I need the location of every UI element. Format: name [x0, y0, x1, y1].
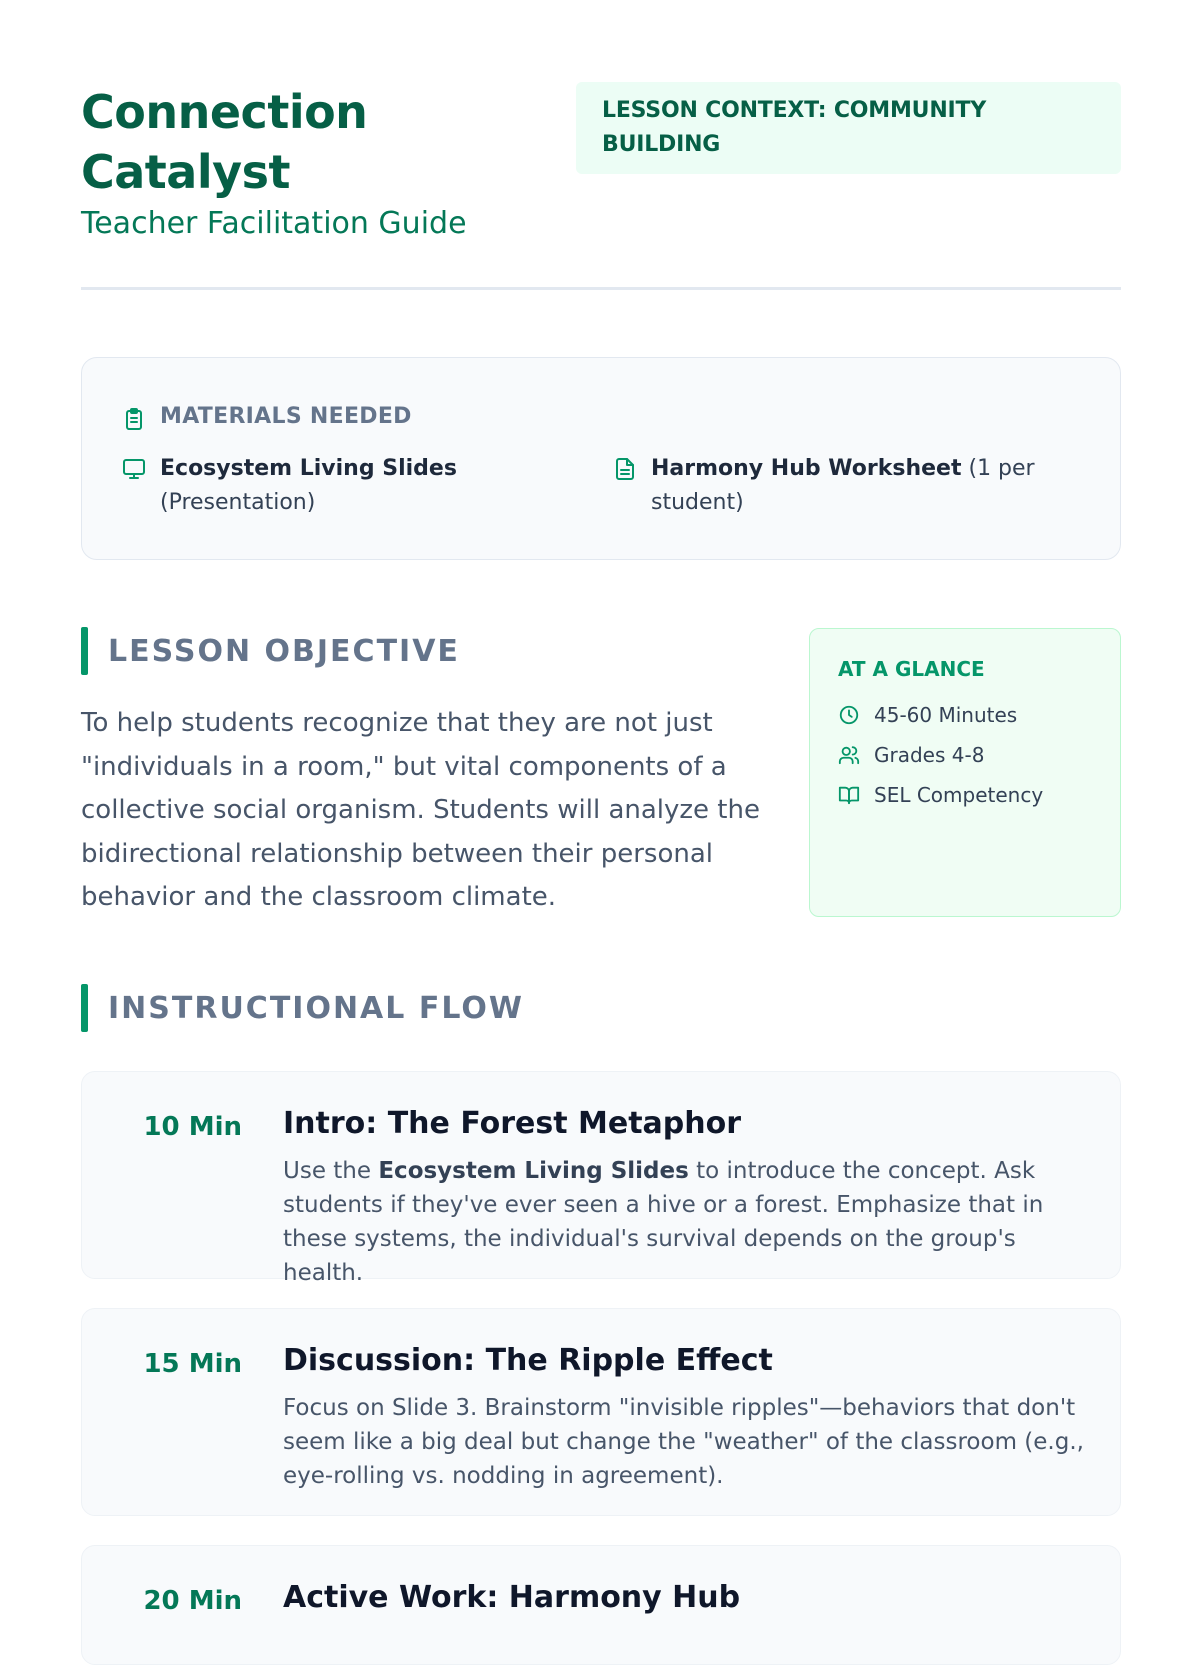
objective-section-heading: [81, 627, 460, 675]
header-divider: [81, 287, 1121, 290]
flow-section-heading: [81, 984, 524, 1032]
step-time: 10 Min: [143, 1112, 242, 1142]
glance-item-label: Grades 4-8: [874, 743, 985, 767]
objective-heading: LESSON OBJECTIVE: [108, 633, 460, 669]
step-desc-emphasis: Ecosystem Living Slides: [378, 1158, 689, 1184]
step-desc-text: Focus on Slide 3. Brainstorm "invisible ripples"—behaviors that don't seem like a big deal but change the "weather" of the classroom (e.g., eye-rolling vs. nodding in agreement).: [283, 1395, 1084, 1489]
section-accent-bar: [81, 984, 88, 1032]
glance-title: AT A GLANCE: [838, 657, 985, 681]
flow-step: [81, 1545, 1121, 1665]
page-title: Connection Catalyst: [81, 85, 368, 199]
header: [81, 82, 1121, 292]
step-desc-text: to introduce the concept. Ask students if they've ever seen a hive or a forest. Emphasize that in these systems, the individual's survival depends on the group's health.: [283, 1158, 1044, 1286]
step-time: 20 Min: [143, 1586, 242, 1616]
material-detail: (Presentation): [160, 490, 316, 515]
flow-step: [81, 1071, 1121, 1286]
step-title: Discussion: The Ripple Effect: [283, 1343, 773, 1378]
glance-item: [838, 695, 1092, 735]
at-a-glance-card: [809, 628, 1121, 917]
section-accent-bar: [81, 627, 88, 675]
clock-icon: [838, 704, 860, 726]
lesson-context-badge: LESSON CONTEXT: COMMUNITY BUILDING: [576, 82, 1121, 174]
glance-item-label: SEL Competency: [874, 783, 1044, 807]
glance-item: [838, 735, 1092, 775]
material-text: [651, 452, 1073, 520]
document-icon: [613, 457, 637, 481]
step-time: 15 Min: [143, 1349, 242, 1379]
objective-text: To help students recognize that they are not just "individuals in a room," but vital components of a collective social organism. Students will analyze the bidirectional relationship between their personal behavior and the classroom climate.: [81, 708, 760, 912]
materials-heading-label: MATERIALS NEEDED: [160, 404, 412, 429]
material-text: [160, 452, 457, 520]
material-detail: (1 per student): [651, 456, 1035, 515]
presentation-icon: [122, 457, 146, 481]
materials-card: [81, 357, 1121, 560]
flow-heading: INSTRUCTIONAL FLOW: [108, 990, 524, 1026]
step-title: Intro: The Forest Metaphor: [283, 1106, 742, 1141]
material-name: Harmony Hub Worksheet: [651, 456, 962, 481]
glance-item: [838, 775, 1092, 815]
page-subtitle: Teacher Facilitation Guide: [81, 206, 467, 241]
book-icon: [838, 784, 860, 806]
material-item: [613, 452, 1073, 520]
flow-step: [81, 1308, 1121, 1516]
step-description: [283, 1154, 1093, 1290]
clipboard-icon: [122, 407, 146, 431]
material-item: [122, 452, 582, 520]
materials-heading: [122, 402, 412, 431]
step-desc-text: Use the: [283, 1158, 379, 1184]
material-name: Ecosystem Living Slides: [160, 456, 457, 481]
step-title: Active Work: Harmony Hub: [283, 1580, 741, 1615]
users-icon: [838, 744, 860, 766]
glance-item-label: 45-60 Minutes: [874, 703, 1018, 727]
step-description: [283, 1391, 1093, 1493]
